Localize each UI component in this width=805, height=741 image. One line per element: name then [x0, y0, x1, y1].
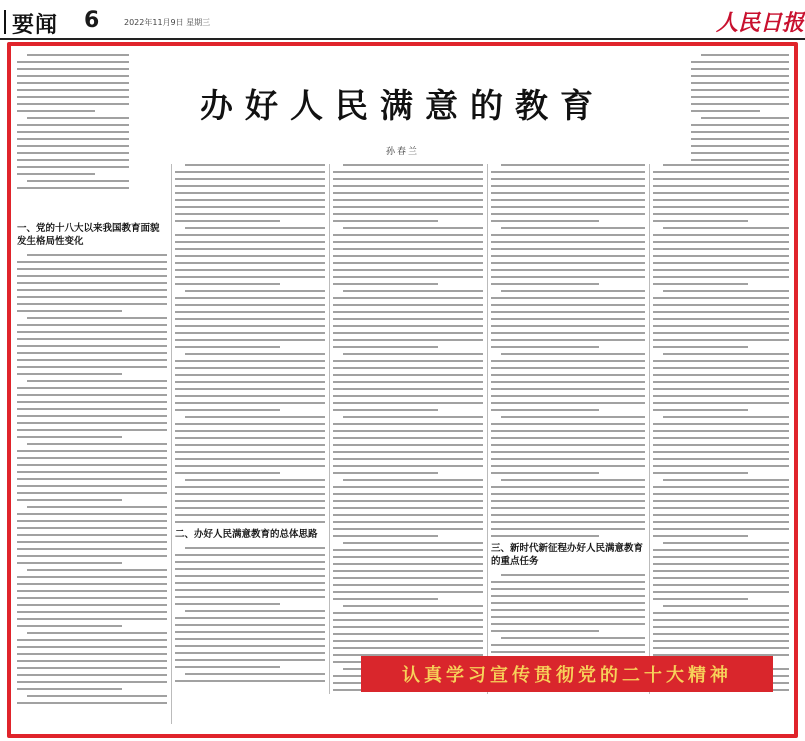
issue-date: 2022年11月9日 星期三 — [124, 18, 211, 27]
banner-text: 认真学习宣传贯彻党的二十大精神 — [402, 665, 732, 686]
newspaper-logo: 人民日报 — [716, 10, 805, 36]
article-headline: 办好人民满意的教育 — [200, 86, 605, 125]
section-title: 要闻 — [12, 13, 59, 38]
section-bar — [4, 10, 6, 34]
masthead — [0, 0, 805, 42]
subhead-2: 二、办好人民满意教育的总体思路 — [175, 529, 318, 540]
masthead-rule — [0, 38, 805, 40]
article-byline: 孙春兰 — [385, 147, 419, 157]
highlight-frame — [7, 42, 798, 738]
subhead-1: 一、党的十八大以来我国教育面貌发生格局性变化 — [17, 223, 160, 247]
subhead-3: 三、新时代新征程办好人民满意教育的重点任务 — [491, 543, 644, 567]
page-number: 6 — [84, 8, 100, 33]
campaign-banner — [361, 656, 773, 692]
